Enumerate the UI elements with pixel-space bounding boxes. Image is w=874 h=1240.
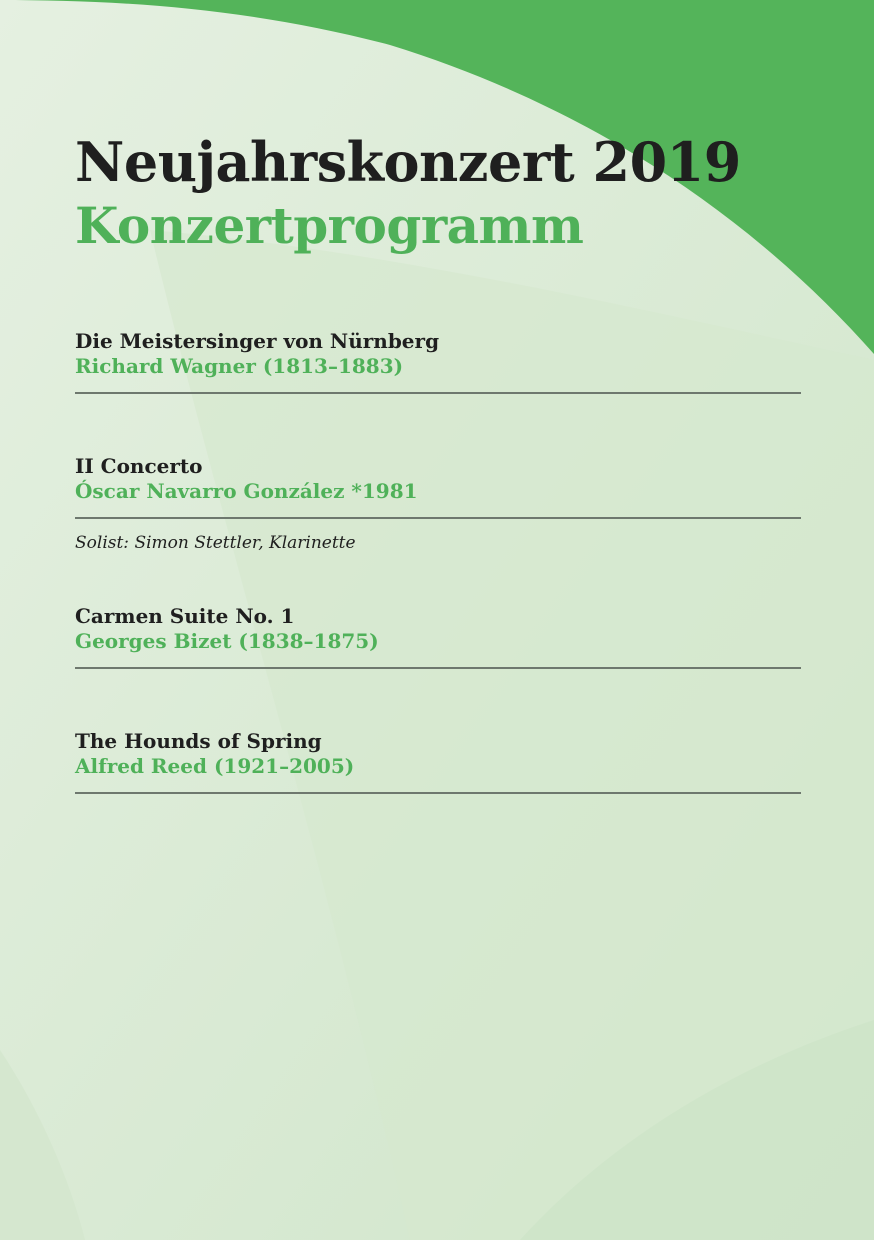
piece-title: II Concerto <box>75 454 203 478</box>
piece-composer: Georges Bizet (1838–1875) <box>75 629 379 653</box>
piece-composer: Óscar Navarro González *1981 <box>75 479 418 503</box>
divider <box>75 517 801 519</box>
divider <box>75 392 801 394</box>
piece-title: The Hounds of Spring <box>75 729 322 753</box>
piece-title: Carmen Suite No. 1 <box>75 604 295 628</box>
program-item-concerto <box>75 454 801 504</box>
program-item-hounds <box>75 729 801 779</box>
program-item-meistersinger <box>75 329 801 379</box>
concert-title: Neujahrskonzert 2019 <box>75 130 741 194</box>
program-item-carmen <box>75 604 801 654</box>
piece-title: Die Meistersinger von Nürnberg <box>75 329 440 353</box>
divider <box>75 667 801 669</box>
divider <box>75 792 801 794</box>
soloist-note: Solist: Simon Stettler, Klarinette <box>75 533 356 553</box>
program-subtitle: Konzertprogramm <box>75 196 584 255</box>
piece-composer: Richard Wagner (1813–1883) <box>75 354 404 378</box>
piece-composer: Alfred Reed (1921–2005) <box>75 754 355 778</box>
